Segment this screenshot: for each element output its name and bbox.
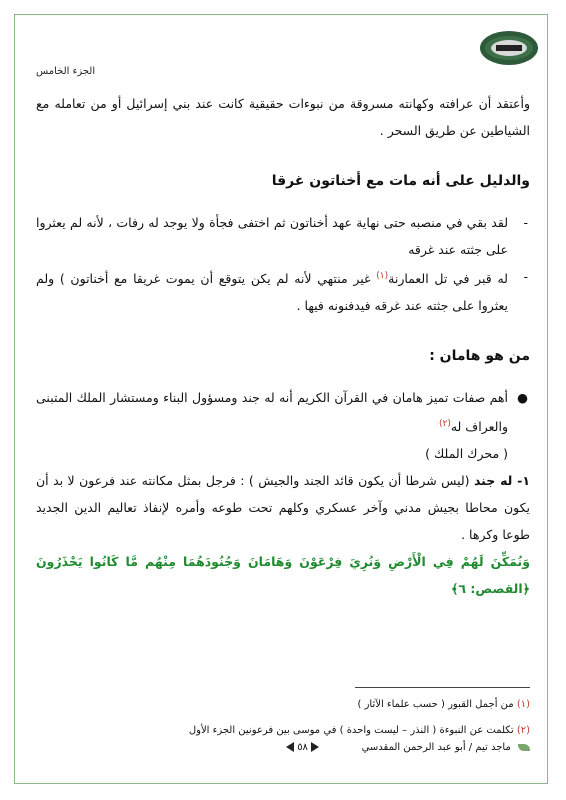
bullet-text: أهم صفات تميز هامان في القرآن الكريم أنه له جند ومسؤول البناء ومستشار الملك المتبنى والعراف له [36,390,508,435]
bullet-dot-icon: ● [517,390,528,406]
spacer [36,195,530,209]
paragraph-intro: وأعتقد أن عرافته وكهانته مسروقة من نبوءات حقيقية كانت عند بني إسرائيل أو من تعامله مع الشياطين عن طريق السحر . [36,96,530,138]
page-footer [36,742,530,762]
section-heading-drowning: والدليل على أنه مات مع أخناتون غرقا [271,173,530,189]
bullet-item-disappearance [36,209,530,263]
logo-emblem [478,28,540,68]
spacer [36,319,530,333]
bullet-continuation [36,440,530,467]
section-heading-haman: من هو هامان : [429,348,530,365]
item-label: ١- له جند [473,473,530,489]
author-name: ماجد تيم / أبو عبد الرحمن المقدسي [361,742,511,753]
page-navigation [286,742,319,753]
footnote-text: من أجمل القبور ( حسب علماء الآثار ) [357,699,514,710]
footnote-1 [36,692,530,718]
footnote-2 [36,718,530,744]
author-credit [362,742,530,753]
page-content [36,90,530,602]
leaf-icon [518,744,530,751]
bullet-item-tomb [36,263,530,319]
dash-marker: - [523,215,528,230]
quran-verse: وَنُمَكِّنَ لَهُمْ فِي الْأَرْضِ وَنُرِيَ فِرْعَوْنَ وَهَامَانَ وَجُنُودَهُمَا مِنْهُم مَّا كَانُوا يَحْذَرُونَ ﴿القصص: ٦﴾ [36,554,530,597]
footnote-ref[interactable]: (١) [376,271,389,281]
numbered-item-soldiers [36,467,530,548]
part-label: الجزء الخامس [36,66,96,77]
dash-marker: - [523,269,528,284]
prev-page-icon[interactable] [286,742,294,752]
spacer [36,370,530,384]
bullet-text: غير منتهي لأنه لم يكن يتوقع أن يموت غريقا مع أخناتون ) ولم يعثروا على جثته عند غرقه فيدفنونه فيها . [36,271,508,314]
page-number: ٥٨ [297,742,308,753]
bullet-text: ( محرك الملك ) [425,446,508,462]
footnote-number: (٢) [516,725,530,736]
bullet-text: له قبر في تل العمارنة [388,271,508,287]
bullet-item-haman-traits [36,384,530,440]
item-text: (ليس شرطا أن يكون قائد الجند والجيش ) : فرجل بمثل مكانته عند فرعون لا بد أن يكون محاطا بجيش مدني وآخر عسكري وكلهم تحت طوعه وأمره لإنفاذ تعاليم الدين الجديد طوعا وكرها . [36,473,530,543]
bullet-text: لقد بقي في منصبه حتى نهاية عهد أخناتون ثم اختفى فجأة ولا يوجد له رفات ، لأنه لم يعثروا على جثته عند غرقه [36,215,508,257]
footnote-divider [355,687,530,688]
footnotes [36,692,530,744]
next-page-icon[interactable] [311,742,319,752]
spacer [36,144,530,158]
footnote-ref[interactable]: (٢) [438,419,451,430]
footnote-number: (١) [516,699,530,710]
footnote-text: تكلمت عن النبوءة ( النذر – ليست واحدة ) في موسى بين فرعونين الجزء الأول [188,725,514,736]
